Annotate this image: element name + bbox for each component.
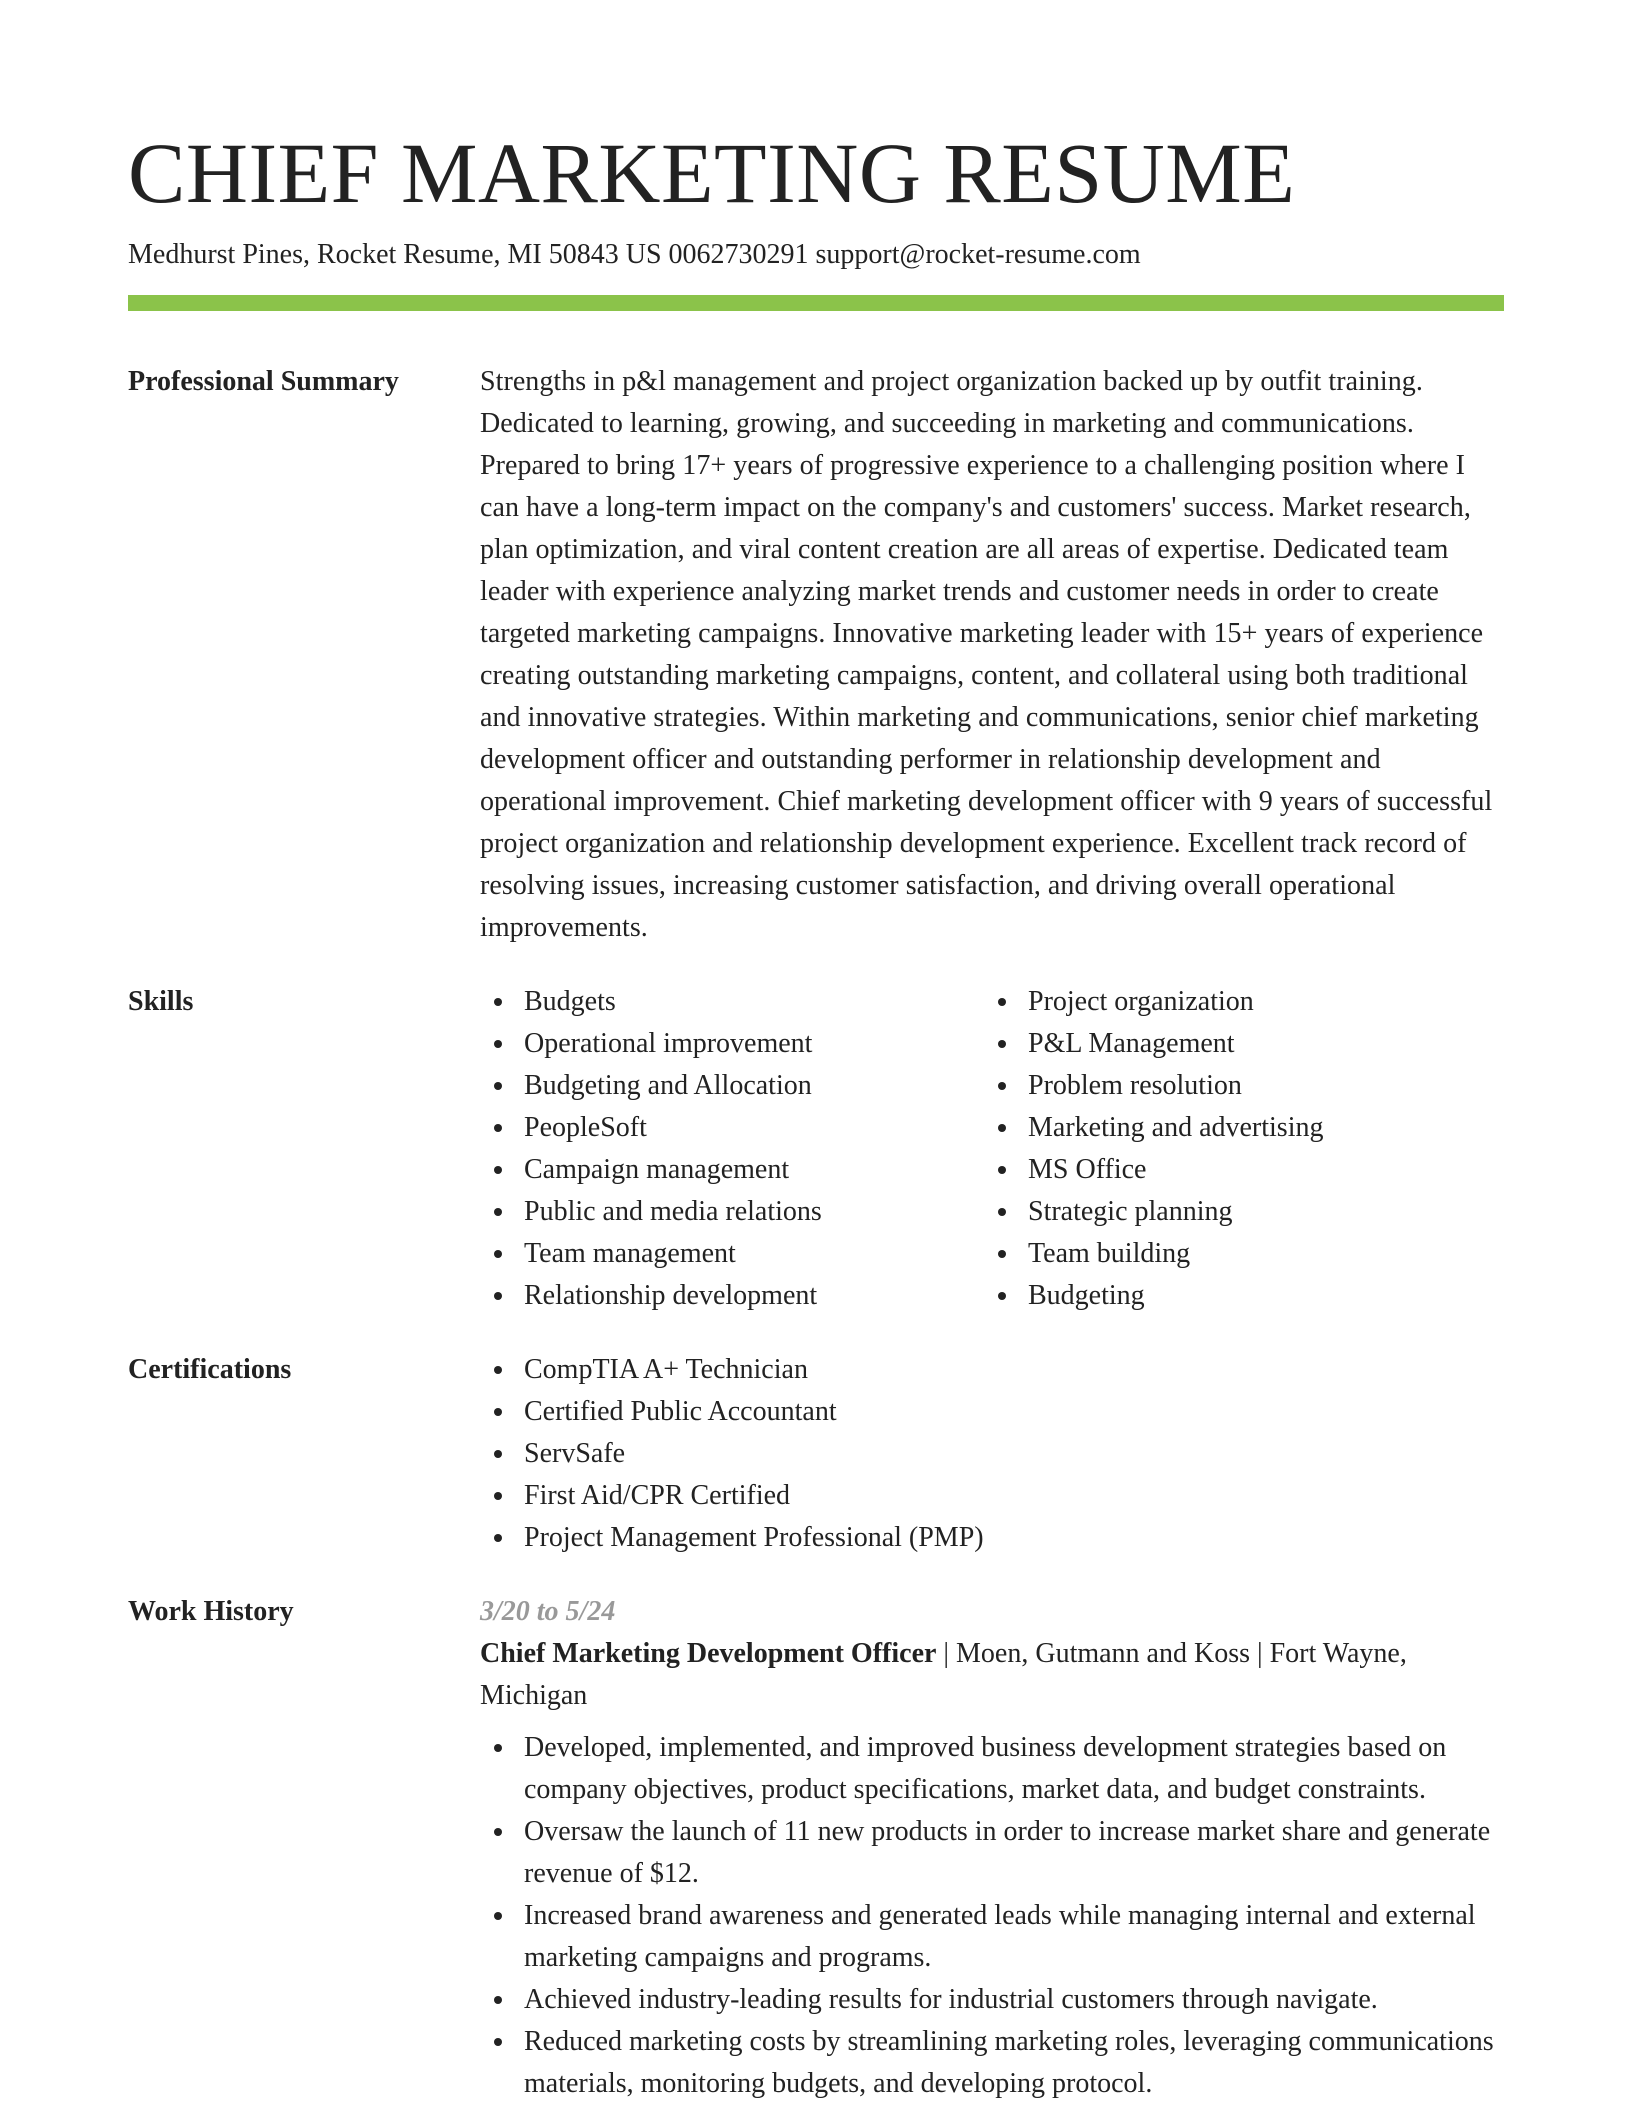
skill-item: Operational improvement bbox=[480, 1023, 984, 1065]
skill-item: Budgets bbox=[480, 981, 984, 1023]
summary-text: Strengths in p&l management and project organization backed up by outfit training. Dedicated to learning, growing, and succeeding in marketing and communications. Prepared to bring 17+ years of progressive experience to a challenging position where I can have a long-term impact on the company's and customers' success. Market research, plan optimization, and viral content creation are all areas of expertise. Dedicated team leader with experience analyzing market trends and customer needs in order to create targeted marketing campaigns. Innovative marketing leader with 15+ years of experience creating outstanding marketing campaigns, content, and collateral using both traditional and innovative strategies. Within marketing and communications, senior chief marketing development officer and outstanding performer in relationship development and operational improvement. Chief marketing development officer with 9 years of successful project organization and relationship development experience. Excellent track record of resolving issues, increasing customer satisfaction, and driving overall operational improvements. bbox=[480, 366, 1493, 943]
skill-item: P&L Management bbox=[984, 1023, 1488, 1065]
job-entry bbox=[480, 1591, 1504, 2105]
job-dates: 3/20 to 5/24 bbox=[480, 1596, 616, 1627]
resume-page bbox=[128, 118, 1504, 2105]
section-label-work: Work History bbox=[128, 1596, 294, 1627]
contact-line bbox=[128, 235, 1504, 275]
skill-item: Team building bbox=[984, 1233, 1488, 1275]
job-title: Chief Marketing Development Officer bbox=[480, 1638, 937, 1669]
section-label-summary: Professional Summary bbox=[128, 366, 399, 397]
job-employer-location: | Moen, Gutmann and Koss | Fort Wayne, Michigan bbox=[480, 1638, 1407, 1711]
job-bullets bbox=[480, 1727, 1504, 2105]
skill-item: Public and media relations bbox=[480, 1191, 984, 1233]
contact-email: support@rocket-resume.com bbox=[815, 239, 1141, 270]
skill-item: Strategic planning bbox=[984, 1191, 1488, 1233]
job-bullet: Increased brand awareness and generated leads while managing internal and external marketing campaigns and programs. bbox=[480, 1895, 1504, 1979]
skill-item: Marketing and advertising bbox=[984, 1107, 1488, 1149]
resume-title: CHIEF MARKETING RESUME bbox=[128, 125, 1296, 221]
certification-item: Project Management Professional (PMP) bbox=[480, 1517, 1504, 1559]
professional-summary-section bbox=[128, 361, 1504, 949]
certification-item: Certified Public Accountant bbox=[480, 1391, 1504, 1433]
certification-item: CompTIA A+ Technician bbox=[480, 1349, 1504, 1391]
skill-item: Campaign management bbox=[480, 1149, 984, 1191]
certifications-list bbox=[480, 1349, 1504, 1559]
certification-item: ServSafe bbox=[480, 1433, 1504, 1475]
skill-item: PeopleSoft bbox=[480, 1107, 984, 1149]
skill-item: Relationship development bbox=[480, 1275, 984, 1317]
skill-item: Budgeting and Allocation bbox=[480, 1065, 984, 1107]
skills-columns bbox=[480, 981, 1504, 1317]
section-label-certifications: Certifications bbox=[128, 1354, 292, 1385]
contact-phone: 0062730291 bbox=[668, 239, 809, 270]
job-bullet: Reduced marketing costs by streamlining marketing roles, leveraging communications materials, monitoring budgets, and developing protocol. bbox=[480, 2021, 1504, 2105]
job-bullet: Developed, implemented, and improved business development strategies based on company objectives, product specifications, market data, and budget constraints. bbox=[480, 1727, 1504, 1811]
job-bullet: Oversaw the launch of 11 new products in order to increase market share and generate revenue of $12. bbox=[480, 1811, 1504, 1895]
skill-item: MS Office bbox=[984, 1149, 1488, 1191]
certifications-body bbox=[480, 1349, 1504, 1559]
accent-divider bbox=[128, 295, 1504, 311]
skill-item: Team management bbox=[480, 1233, 984, 1275]
certification-item: First Aid/CPR Certified bbox=[480, 1475, 1504, 1517]
work-history-section bbox=[128, 1591, 1504, 2105]
skills-column-1 bbox=[480, 981, 984, 1317]
skill-item: Problem resolution bbox=[984, 1065, 1488, 1107]
section-label-skills: Skills bbox=[128, 986, 194, 1017]
skills-column-2 bbox=[984, 981, 1488, 1317]
skill-item: Budgeting bbox=[984, 1275, 1488, 1317]
contact-address: Medhurst Pines, Rocket Resume, MI 50843 US bbox=[128, 239, 662, 270]
job-heading bbox=[480, 1633, 1504, 1717]
skills-section bbox=[128, 981, 1504, 1317]
job-bullet: Achieved industry-leading results for industrial customers through navigate. bbox=[480, 1979, 1504, 2021]
skill-item: Project organization bbox=[984, 981, 1488, 1023]
certifications-section bbox=[128, 1349, 1504, 1559]
